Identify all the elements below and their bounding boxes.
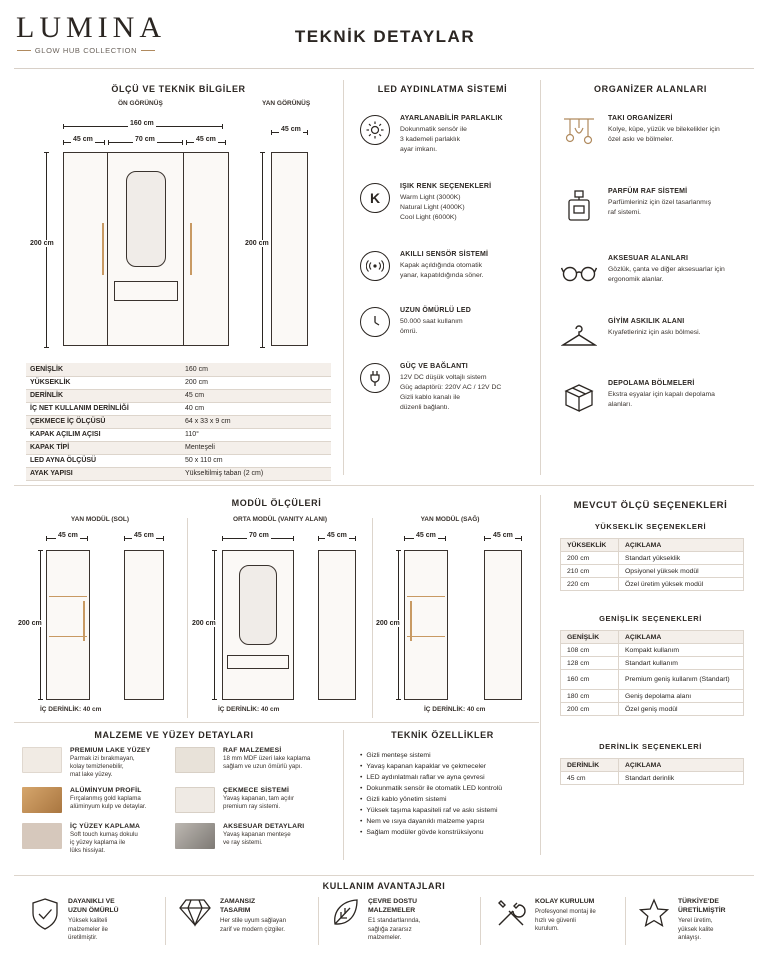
material-text: Fırçalanmış gold kaplama bbox=[70, 795, 141, 802]
kelvin-icon: K bbox=[360, 183, 390, 213]
material-text: Parmak izi bırakmayan, bbox=[70, 755, 135, 762]
organizer-item bbox=[560, 115, 758, 151]
organizer-title: AKSESUAR ALANLARI bbox=[608, 255, 689, 262]
advantage-title: ÇEVRE DOSTU bbox=[368, 898, 418, 905]
table-cell: 220 cm bbox=[561, 578, 619, 591]
table-row bbox=[561, 565, 744, 578]
side-height-label: 200 cm bbox=[245, 240, 269, 247]
advantage-title: DAYANIKLI VE bbox=[68, 898, 115, 905]
advantage-item bbox=[638, 897, 753, 943]
depth-options-title: DERİNLİK SEÇENEKLERİ bbox=[599, 742, 702, 751]
table-row bbox=[26, 441, 331, 454]
material-title: AKSESUAR DETAYLARI bbox=[223, 823, 305, 830]
table-cell: Standart derinlik bbox=[619, 772, 744, 785]
advantage-text: Her stile uyum sağlayan bbox=[220, 917, 287, 924]
advantage-text: sağlığa zararsız bbox=[368, 925, 412, 933]
organizer-text: ergonomik alanlar. bbox=[608, 276, 664, 283]
module-handle bbox=[83, 601, 85, 641]
height-options-table bbox=[560, 538, 744, 591]
organizer-text: Kolye, küpe, yüzük ve bilekelikler için bbox=[608, 126, 720, 133]
left-module-front bbox=[46, 550, 90, 700]
spec-value: 40 cm bbox=[181, 402, 331, 415]
module-height: 200 cm bbox=[376, 620, 400, 627]
organizer-text: özel askı ve bölmeler. bbox=[608, 136, 674, 143]
right-module-front bbox=[404, 550, 448, 700]
led-feature-title: AKILLI SENSÖR SİSTEMİ bbox=[400, 251, 489, 258]
module-front-width: 45 cm bbox=[416, 532, 436, 539]
list-item: • Gizli menteşe sistemi bbox=[360, 750, 540, 761]
materials-section-title: MALZEME VE YÜZEY DETAYLARI bbox=[94, 730, 254, 740]
organizer-item bbox=[560, 318, 758, 354]
spec-key: ÇEKMECE İÇ ÖLÇÜSÜ bbox=[26, 415, 181, 428]
spec-key: LED AYNA ÖLÇÜSÜ bbox=[26, 454, 181, 467]
table-header: GENİŞLİK bbox=[561, 631, 619, 644]
table-row bbox=[561, 690, 744, 703]
spec-key: AYAK YAPISI bbox=[26, 467, 181, 480]
spec-table bbox=[26, 363, 331, 481]
material-title: PREMIUM LAKE YÜZEY bbox=[70, 747, 151, 754]
module-mirror bbox=[239, 565, 277, 645]
advantage-title: ZAMANSIZ bbox=[220, 898, 256, 905]
material-title: RAF MALZEMESİ bbox=[223, 747, 282, 754]
jewelry-icon bbox=[560, 115, 598, 151]
led-feature-title: UZUN ÖMÜRLÜ LED bbox=[400, 307, 472, 314]
dimensions-section-title: ÖLÇÜ VE TEKNİK BİLGİLER bbox=[111, 84, 246, 94]
page-title: TEKNİK DETAYLAR bbox=[294, 27, 476, 46]
material-text: 18 mm MDF üzeri lake kaplama bbox=[223, 755, 311, 762]
table-header: DERİNLİK bbox=[561, 759, 619, 772]
material-swatch bbox=[175, 747, 215, 773]
advantage-text: zarif ve modern çizgiler. bbox=[220, 925, 285, 933]
spec-value: 110° bbox=[181, 428, 331, 441]
table-row bbox=[561, 552, 744, 565]
list-item: • LED aydınlatmalı raflar ve ayna çevresi bbox=[360, 772, 540, 783]
advantage-text: Yüksek kaliteli bbox=[68, 917, 108, 924]
led-feature-text: yanar, kapatıldığında söner. bbox=[400, 272, 484, 279]
column-divider-1 bbox=[343, 80, 344, 475]
table-row bbox=[561, 657, 744, 670]
height-options-title: YÜKSEKLİK SEÇENEKLERİ bbox=[594, 522, 707, 531]
table-header-row bbox=[561, 759, 744, 772]
material-title: İÇ YÜZEY KAPLAMA bbox=[70, 823, 141, 830]
module-label: YAN MODÜL (SOL) bbox=[70, 516, 130, 523]
module-side-width: 45 cm bbox=[134, 532, 154, 539]
module-shelf-led bbox=[49, 636, 87, 637]
side-depth-label: 45 cm bbox=[281, 126, 301, 133]
brand-subtitle-row bbox=[16, 46, 156, 55]
material-text: alüminyum kulp ve detaylar. bbox=[70, 803, 147, 810]
material-item bbox=[22, 823, 172, 855]
table-cell: 200 cm bbox=[561, 552, 619, 565]
led-feature bbox=[360, 307, 535, 337]
advantage-title: TASARIM bbox=[220, 907, 251, 914]
brand-name: LUMINA bbox=[16, 11, 166, 44]
section-divider-middle bbox=[14, 485, 754, 486]
led-feature-text: Kapak açıldığında otomatik bbox=[400, 262, 482, 269]
spec-key: YÜKSEKLİK bbox=[26, 376, 181, 389]
organizer-item bbox=[560, 188, 758, 224]
right-width-label: 45 cm bbox=[196, 136, 216, 143]
module-shelf-led bbox=[407, 636, 445, 637]
table-cell: 45 cm bbox=[561, 772, 619, 785]
vanity-drawer bbox=[114, 281, 178, 301]
led-feature-text: 50.000 saat kullanım bbox=[400, 318, 463, 325]
material-text: sağlam ve uzun ömürlü yapı. bbox=[223, 763, 303, 770]
width-options-title: GENİŞLİK SEÇENEKLERİ bbox=[599, 614, 702, 623]
right-cabinet-handle bbox=[190, 223, 192, 275]
list-item: • Nem ve ısıya dayanıklı malzeme yapısı bbox=[360, 816, 540, 827]
table-cell: 200 cm bbox=[561, 703, 619, 716]
table-cell: 160 cm bbox=[561, 670, 619, 690]
table-cell: 210 cm bbox=[561, 565, 619, 578]
led-feature-title: GÜÇ VE BAĞLANTI bbox=[400, 363, 468, 370]
advantages-section-title: KULLANIM AVANTAJLARI bbox=[322, 881, 446, 891]
led-feature bbox=[360, 115, 535, 155]
material-text: mat lake yüzey. bbox=[70, 771, 113, 778]
right-module-side bbox=[484, 550, 522, 700]
material-swatch bbox=[175, 787, 215, 813]
module-height: 200 cm bbox=[18, 620, 42, 627]
led-feature-text: Cool Light (6000K) bbox=[400, 214, 457, 221]
spec-key: İÇ NET KULLANIM DERİNLİĞİ bbox=[26, 402, 181, 415]
spec-value: 160 cm bbox=[181, 363, 331, 376]
leaf-icon bbox=[330, 897, 360, 943]
advantage-title: MALZEMELER bbox=[368, 907, 416, 914]
table-row bbox=[26, 454, 331, 467]
star-icon bbox=[638, 897, 670, 943]
led-feature-title: AYARLANABİLİR PARLAKLIK bbox=[400, 115, 503, 122]
spec-value: 45 cm bbox=[181, 389, 331, 402]
table-row bbox=[26, 376, 331, 389]
left-cabinet-handle bbox=[102, 223, 104, 275]
table-cell: Opsiyonel yüksek modül bbox=[619, 565, 744, 578]
advantage-divider bbox=[318, 897, 319, 945]
advantage-text: hızlı ve güvenli bbox=[535, 916, 576, 924]
material-item bbox=[22, 747, 172, 779]
led-feature-title: IŞIK RENK SEÇENEKLERİ bbox=[400, 183, 492, 190]
table-cell: Geniş depolama alanı bbox=[619, 690, 744, 703]
organizer-text: Parfümleriniz için özel tasarlanmış bbox=[608, 199, 712, 206]
height-label: 200 cm bbox=[30, 240, 54, 247]
advantage-text: üretilmiştir. bbox=[68, 934, 98, 941]
table-row bbox=[26, 363, 331, 376]
led-feature-text: Warm Light (3000K) bbox=[400, 194, 461, 201]
led-section-title: LED AYDINLATMA SİSTEMİ bbox=[377, 84, 508, 94]
options-section-title: MEVCUT ÖLÇÜ SEÇENEKLERİ bbox=[573, 500, 728, 511]
sensor-icon bbox=[360, 251, 390, 281]
spec-value: 200 cm bbox=[181, 376, 331, 389]
module-label: ORTA MODÜL (VANITY ALANI) bbox=[232, 516, 327, 523]
module-divider bbox=[372, 518, 373, 718]
table-cell: Standart kullanım bbox=[619, 657, 744, 670]
material-swatch bbox=[175, 823, 215, 849]
advantage-text: yüksek kalite bbox=[678, 925, 714, 933]
organizer-item bbox=[560, 380, 758, 416]
middle-module-front bbox=[222, 550, 294, 700]
list-item: • Yüksek taşıma kapasiteli raf ve askı sistemi bbox=[360, 805, 540, 816]
organizer-text: Kıyafetleriniz için askı bölmesi. bbox=[608, 329, 701, 336]
module-inner-depth: İÇ DERİNLİK: 40 cm bbox=[424, 706, 486, 713]
table-row bbox=[561, 703, 744, 716]
glasses-icon bbox=[560, 255, 598, 291]
brand-rule-left bbox=[17, 50, 31, 51]
shield-check-icon bbox=[30, 897, 60, 943]
list-item: • Gizli kablo yönetim sistemi bbox=[360, 794, 540, 805]
table-cell: 180 cm bbox=[561, 690, 619, 703]
tech-features-list bbox=[360, 750, 540, 838]
height-dimension-line bbox=[46, 152, 47, 348]
spec-key: DERİNLİK bbox=[26, 389, 181, 402]
organizer-text: Gözlük, çanta ve diğer aksesuarlar için bbox=[608, 266, 725, 273]
table-header-row bbox=[561, 631, 744, 644]
table-header: AÇIKLAMA bbox=[619, 539, 744, 552]
organizer-text: raf sistemi. bbox=[608, 209, 641, 216]
advantage-item bbox=[178, 897, 318, 934]
material-item bbox=[22, 787, 172, 813]
middle-module-side bbox=[318, 550, 356, 700]
led-feature-text: Güç adaptörü: 220V AC / 12V DC bbox=[400, 384, 502, 391]
table-row bbox=[26, 467, 331, 480]
material-swatch bbox=[22, 787, 62, 813]
list-item: • Dokunmatik sensör ile otomatik LED kontrolü bbox=[360, 783, 540, 794]
table-row bbox=[26, 402, 331, 415]
module-handle bbox=[410, 601, 412, 641]
tools-icon bbox=[495, 897, 527, 934]
diamond-icon bbox=[178, 897, 212, 934]
table-row bbox=[26, 428, 331, 441]
organizer-title: DEPOLAMA BÖLMELERİ bbox=[608, 380, 695, 387]
module-height: 200 cm bbox=[192, 620, 216, 627]
spec-key: KAPAK AÇILIM AÇISI bbox=[26, 428, 181, 441]
table-row bbox=[561, 644, 744, 657]
hanger-icon bbox=[560, 318, 598, 354]
material-text: Soft touch kumaş dokulu bbox=[70, 831, 138, 838]
material-text: Yavaş kapanan, tam açılır bbox=[223, 795, 295, 802]
depth-options-table bbox=[560, 758, 744, 785]
advantage-item bbox=[495, 897, 620, 934]
module-side-width: 45 cm bbox=[327, 532, 347, 539]
module-inner-depth: İÇ DERİNLİK: 40 cm bbox=[40, 706, 102, 713]
left-module-side bbox=[124, 550, 164, 700]
clock-icon bbox=[360, 307, 390, 337]
side-view-cabinet bbox=[271, 152, 308, 346]
led-feature-text: düzenli bağlantı. bbox=[400, 404, 450, 411]
led-feature bbox=[360, 183, 535, 223]
advantage-divider bbox=[165, 897, 166, 945]
organizer-item bbox=[560, 255, 758, 291]
module-drawer bbox=[227, 655, 289, 669]
table-cell: 108 cm bbox=[561, 644, 619, 657]
table-cell: Kompakt kullanım bbox=[619, 644, 744, 657]
table-row bbox=[26, 415, 331, 428]
organizer-text: alanları. bbox=[608, 401, 633, 408]
brand-logo bbox=[16, 11, 166, 55]
tech-section-title: TEKNİK ÖZELLİKLER bbox=[391, 730, 494, 740]
material-title: ALÜMİNYUM PROFİL bbox=[70, 787, 142, 794]
material-item bbox=[175, 747, 340, 773]
total-width-label: 160 cm bbox=[130, 120, 154, 127]
table-header: YÜKSEKLİK bbox=[561, 539, 619, 552]
led-feature bbox=[360, 251, 535, 281]
spec-value: 64 x 33 x 9 cm bbox=[181, 415, 331, 428]
module-shelf-led bbox=[407, 596, 445, 597]
plug-icon bbox=[360, 363, 390, 393]
side-height-dimension-line bbox=[262, 152, 263, 348]
material-swatch bbox=[22, 823, 62, 849]
organizer-section-title: ORGANİZER ALANLARI bbox=[594, 84, 707, 94]
brand-rule-right bbox=[141, 50, 155, 51]
module-label: YAN MODÜL (SAĞ) bbox=[420, 516, 480, 523]
material-text: ve ray sistemi. bbox=[223, 839, 263, 846]
table-row bbox=[561, 578, 744, 591]
organizer-title: PARFÜM RAF SİSTEMİ bbox=[608, 188, 688, 195]
advantage-text: kurulum. bbox=[535, 925, 559, 932]
right-cabinet-front bbox=[183, 152, 229, 346]
brand-subtitle: GLOW HUB COLLECTION bbox=[34, 46, 138, 55]
material-text: lüks hissiyat. bbox=[70, 847, 106, 854]
table-cell: Standart yükseklik bbox=[619, 552, 744, 565]
spec-value: Yükseltilmiş taban (2 cm) bbox=[181, 467, 331, 480]
table-cell: Özel geniş modül bbox=[619, 703, 744, 716]
table-header-row bbox=[561, 539, 744, 552]
mid-width-label: 70 cm bbox=[135, 136, 155, 143]
module-front-width: 70 cm bbox=[249, 532, 269, 539]
table-row bbox=[26, 389, 331, 402]
table-cell: Premium geniş kullanım (Standart) bbox=[619, 670, 744, 690]
column-divider-2 bbox=[540, 80, 541, 475]
advantage-text: Yerel üretim, bbox=[678, 917, 713, 924]
led-feature-text: ayar imkanı. bbox=[400, 146, 438, 153]
table-header: AÇIKLAMA bbox=[619, 631, 744, 644]
led-feature-text: 3 kademeli parlaklık bbox=[400, 136, 461, 143]
led-feature-text: Dokunmatik sensör ile bbox=[400, 126, 467, 133]
table-row bbox=[561, 772, 744, 785]
advantage-text: malzemeler ile bbox=[68, 925, 108, 933]
led-feature-text: Gizli kablo kanalı ile bbox=[400, 394, 461, 401]
material-item bbox=[175, 823, 340, 849]
spec-key: KAPAK TİPİ bbox=[26, 441, 181, 454]
advantage-divider bbox=[625, 897, 626, 945]
module-inner-depth: İÇ DERİNLİK: 40 cm bbox=[218, 706, 280, 713]
material-text: iç yüzey kaplama ile bbox=[70, 839, 126, 846]
advantage-text: anlayışı. bbox=[678, 934, 702, 941]
led-feature-text: ömrü. bbox=[400, 328, 418, 335]
table-row bbox=[561, 670, 744, 690]
side-view-label: YAN GÖRÜNÜŞ bbox=[262, 100, 311, 107]
modules-section-title: MODÜL ÖLÇÜLERİ bbox=[231, 498, 322, 508]
table-cell: 128 cm bbox=[561, 657, 619, 670]
left-width-label: 45 cm bbox=[73, 136, 93, 143]
front-view-label: ÖN GÖRÜNÜŞ bbox=[118, 100, 163, 107]
module-side-width: 45 cm bbox=[493, 532, 513, 539]
advantage-text: E1 standartlarında, bbox=[368, 917, 421, 924]
led-mirror bbox=[126, 171, 166, 267]
spec-value: 50 x 110 cm bbox=[181, 454, 331, 467]
material-text: Yavaş kapanan menteşe bbox=[223, 831, 291, 838]
led-feature-text: 12V DC düşük voltajlı sistem bbox=[400, 374, 487, 381]
material-text: kolay temizlenebilir, bbox=[70, 763, 124, 770]
column-divider-3 bbox=[540, 495, 541, 855]
box-icon bbox=[560, 380, 598, 416]
organizer-text: Ekstra eşyalar için kapalı depolama bbox=[608, 391, 715, 398]
module-front-width: 45 cm bbox=[58, 532, 78, 539]
table-cell: Özel üretim yüksek modül bbox=[619, 578, 744, 591]
table-header: AÇIKLAMA bbox=[619, 759, 744, 772]
advantage-title: KOLAY KURULUM bbox=[535, 898, 595, 905]
led-feature-text: Natural Light (4000K) bbox=[400, 204, 465, 211]
advantage-item bbox=[30, 897, 165, 943]
list-item: • Yavaş kapanan kapaklar ve çekmeceler bbox=[360, 761, 540, 772]
left-cabinet-front bbox=[63, 152, 109, 346]
advantage-item bbox=[330, 897, 470, 943]
advantage-title: UZUN ÖMÜRLÜ bbox=[68, 907, 119, 914]
advantage-title: ÜRETİLMİŞTİR bbox=[678, 907, 726, 914]
organizer-title: TAKI ORGANİZERİ bbox=[608, 115, 673, 122]
sun-icon bbox=[360, 115, 390, 145]
advantage-text: Profesyonel montaj ile bbox=[535, 908, 596, 915]
led-feature bbox=[360, 363, 540, 413]
material-text: premium ray sistemi. bbox=[223, 803, 281, 810]
spec-value: Menteşeli bbox=[181, 441, 331, 454]
module-shelf-led bbox=[49, 596, 87, 597]
section-divider-materials bbox=[14, 722, 539, 723]
material-item bbox=[175, 787, 340, 813]
width-options-table bbox=[560, 630, 744, 716]
column-divider-4 bbox=[343, 730, 344, 860]
advantage-title: TÜRKİYE'DE bbox=[678, 898, 719, 905]
material-title: ÇEKMECE SİSTEMİ bbox=[223, 787, 290, 794]
organizer-title: GİYİM ASKILIK ALANI bbox=[608, 318, 685, 325]
advantage-divider bbox=[480, 897, 481, 945]
material-swatch bbox=[22, 747, 62, 773]
middle-cabinet-front bbox=[107, 152, 185, 346]
spec-key: GENİŞLİK bbox=[26, 363, 181, 376]
advantage-text: malzemeler. bbox=[368, 934, 402, 941]
perfume-icon bbox=[560, 188, 598, 224]
list-item: • Sağlam modüler gövde konstrüksiyonu bbox=[360, 827, 540, 838]
module-divider bbox=[187, 518, 188, 718]
header-divider bbox=[14, 68, 754, 69]
